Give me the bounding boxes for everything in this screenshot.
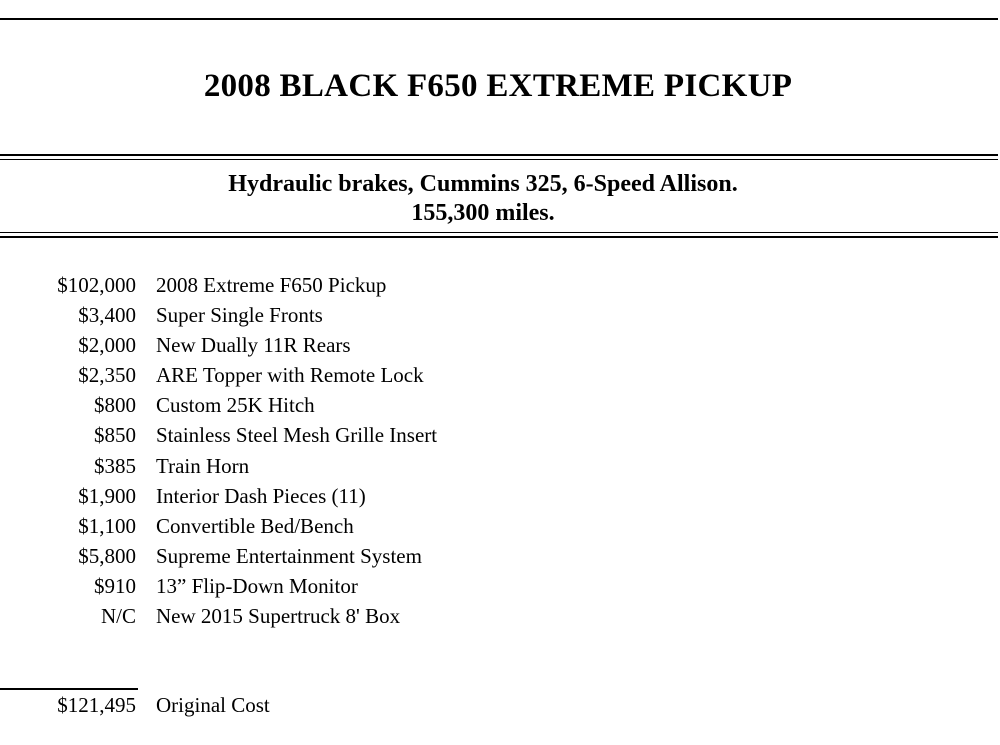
item-description: ARE Topper with Remote Lock — [156, 363, 424, 388]
total-label: Original Cost — [156, 693, 270, 717]
item-description: Custom 25K Hitch — [156, 393, 315, 418]
specs-double-rule-bottom — [0, 236, 998, 238]
item-description: New Dually 11R Rears — [156, 333, 351, 358]
total-rule — [0, 688, 138, 690]
item-description: 2008 Extreme F650 Pickup — [156, 273, 387, 297]
item-description: New 2015 Supertruck 8' Box — [156, 604, 401, 629]
item-description: Train Horn — [156, 453, 250, 478]
item-description: Stainless Steel Mesh Grille Insert — [156, 423, 438, 448]
vehicle-specs — [0, 170, 966, 228]
item-description: Supreme Entertainment System — [156, 543, 422, 568]
item-price: $385 — [94, 453, 136, 478]
item-price: $102,000 — [57, 273, 136, 297]
total-price: $121,495 — [57, 693, 136, 717]
item-description: Convertible Bed/Bench — [156, 513, 354, 538]
header-double-rule-bottom — [0, 159, 998, 160]
specs-double-rule-top — [0, 232, 998, 233]
item-price: $1,100 — [78, 513, 136, 538]
top-rule — [0, 18, 998, 20]
item-price: $800 — [94, 393, 136, 418]
specs-line-2: 155,300 miles. — [411, 200, 555, 226]
item-description: 13” Flip-Down Monitor — [156, 573, 358, 598]
item-price: $2,000 — [78, 333, 136, 358]
item-description: Super Single Fronts — [156, 303, 323, 328]
item-description: Interior Dash Pieces (11) — [156, 483, 366, 508]
item-price: $5,800 — [78, 543, 136, 568]
item-price: $2,350 — [78, 363, 136, 388]
item-price: $910 — [94, 573, 136, 598]
item-price: $850 — [94, 423, 136, 448]
page-title: 2008 BLACK F650 EXTREME PICKUP — [203, 68, 793, 104]
item-price: $1,900 — [78, 483, 136, 508]
item-price: N/C — [100, 604, 136, 629]
header-double-rule-top — [0, 154, 998, 156]
item-price: $3,400 — [78, 303, 136, 328]
specs-line-1: Hydraulic brakes, Cummins 325, 6-Speed Allison. — [228, 171, 738, 197]
